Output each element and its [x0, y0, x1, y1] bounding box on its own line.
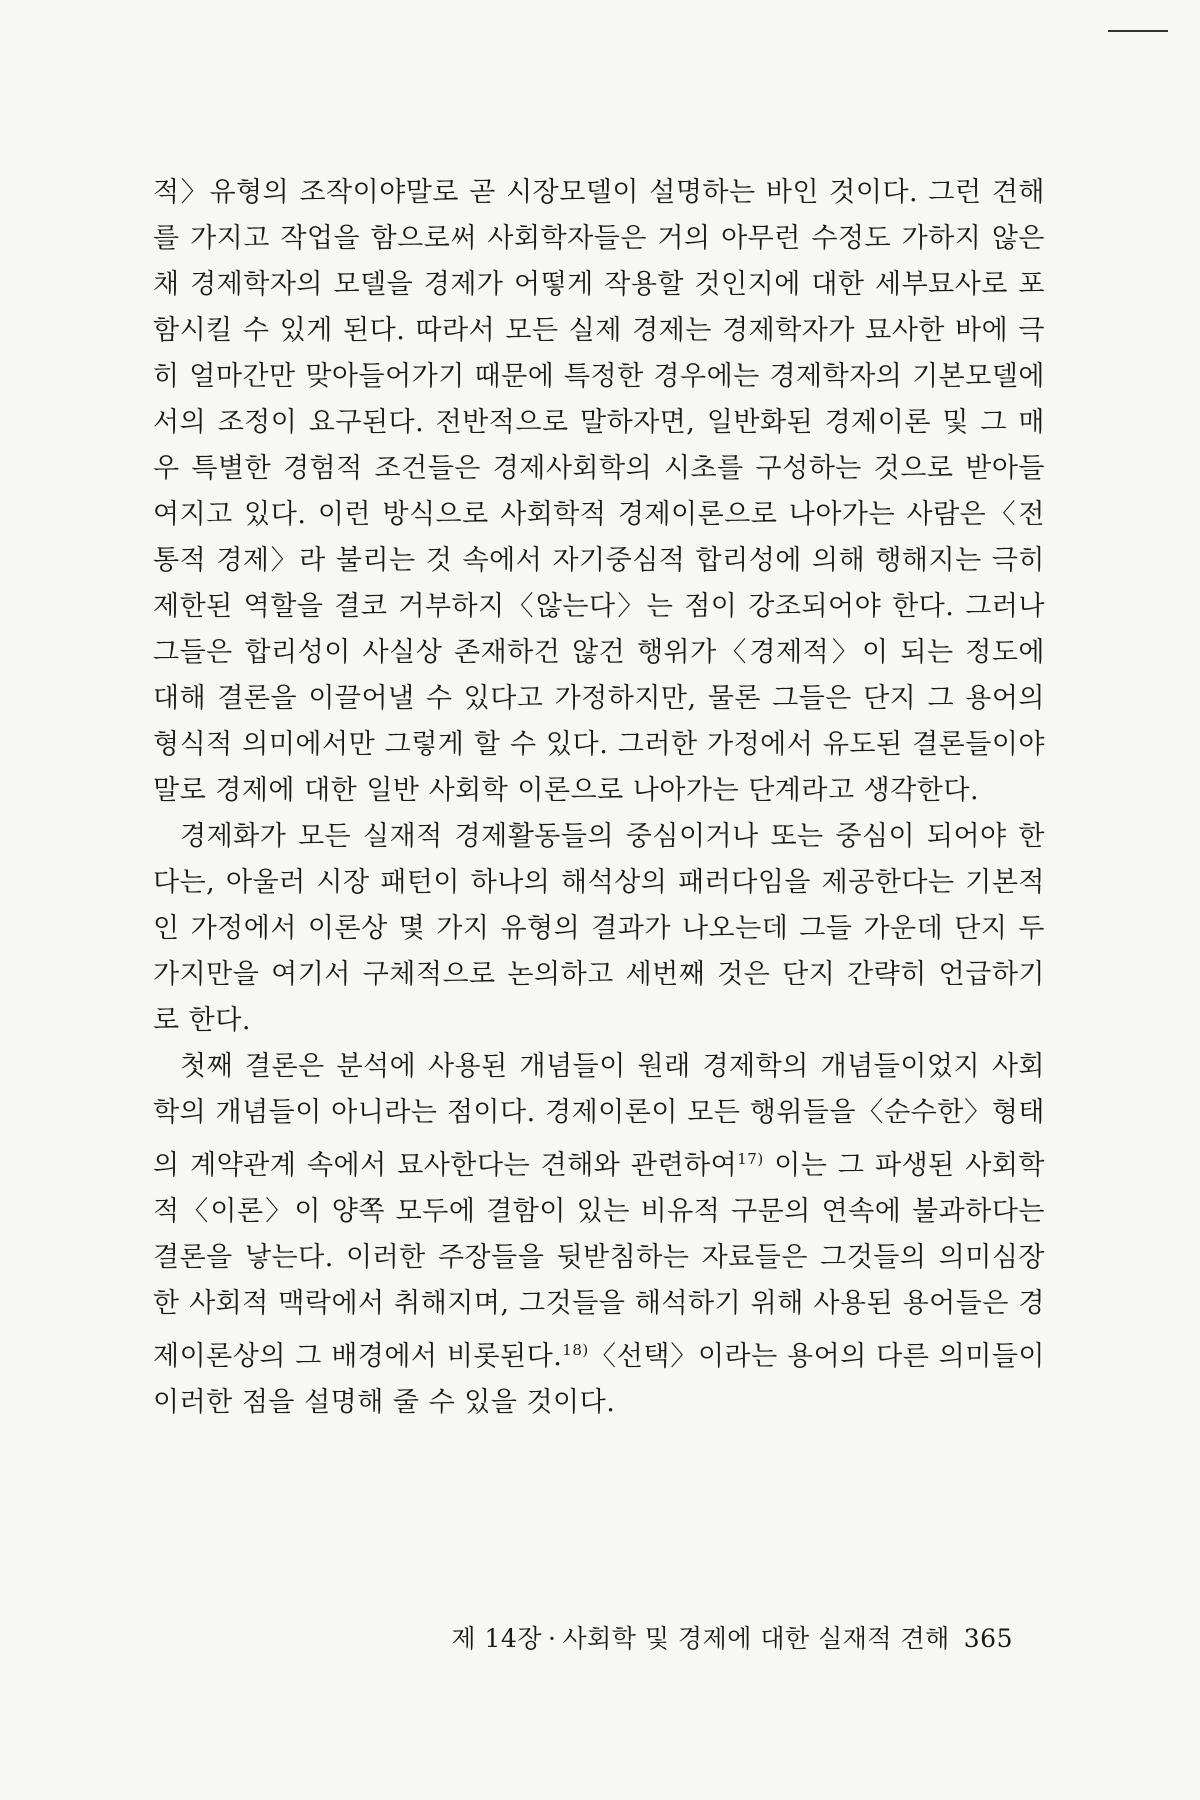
top-edge-rule: [1108, 30, 1168, 32]
footnote-ref-18[interactable]: 18): [562, 1341, 589, 1359]
paragraph-3: [153, 1044, 1045, 1426]
paragraph-2: 경제화가 모든 실재적 경제활동들의 중심이거나 또는 중심이 되어야 한다는, 아울러 시장 패턴이 하나의 해석상의 패러다임을 제공한다는 기본적인 가정에서 이론상 몇 가지 유형의 결과가 나오는데 그들 가운데 단지 두 가지만을 여기서 구체적으로 논의하고 세번째 것은 단지 간략히 언급하기로 한다.: [153, 821, 1045, 1036]
page-number: 365: [963, 1624, 1013, 1653]
chapter-label: 제 14장: [451, 1624, 542, 1653]
paragraph-3-text-a: 첫째 결론은 분석에 사용된 개념들이 원래 경제학의 개념들이었지 사회학의 개념들이 아니라는 점이다. 경제이론이 모든 행위들을〈순수한〉형태의 계약관계 속에서 묘사한다는 견해와 관련하여: [153, 1051, 1045, 1181]
paragraph-3-text-c: 〈선택〉이라는 용어의 다른 의미들이 이러한 점을 설명해 줄 수 있을 것이다.: [153, 1341, 1045, 1418]
page-body: [153, 170, 1045, 1426]
footnote-ref-17[interactable]: 17): [737, 1150, 764, 1168]
footer-separator: ·: [547, 1624, 557, 1653]
paragraph-3-text-b: 이는 그 파생된 사회학적〈이론〉이 양쪽 모두에 결함이 있는 비유적 구문의 연속에 불과하다는 결론을 낳는다. 이러한 주장들을 뒷받침하는 자료들은 그것들의 의미심장한 사회적 맥락에서 취해지며, 그것들을 해석하기 위해 사용된 용어들은 경제이론상의 그 배경에서 비롯된다.: [153, 1150, 1045, 1372]
page-footer: [153, 1622, 1013, 1656]
paragraph-1: 적〉유형의 조작이야말로 곧 시장모델이 설명하는 바인 것이다. 그런 견해를 가지고 작업을 함으로써 사회학자들은 거의 아무런 수정도 가하지 않은 채 경제학자의 모델을 경제가 어떻게 작용할 것인지에 대한 세부묘사로 포함시킬 수 있게 된다. 따라서 모든 실제 경제는 경제학자가 묘사한 바에 극히 얼마간만 맞아들어가기 때문에 특정한 경우에는 경제학자의 기본모델에서의 조정이 요구된다. 전반적으로 말하자면, 일반화된 경제이론 및 그 매우 특별한 경험적 조건들은 경제사회학의 시초를 구성하는 것으로 받아들여지고 있다. 이런 방식으로 사회학적 경제이론으로 나아가는 사람은〈전통적 경제〉라 불리는 것 속에서 자기중심적 합리성에 의해 행해지는 극히 제한된 역할을 결코 거부하지〈않는다〉는 점이 강조되어야 한다. 그러나 그들은 합리성이 사실상 존재하건 않건 행위가〈경제적〉이 되는 정도에 대해 결론을 이끌어낼 수 있다고 가정하지만, 물론 그들은 단지 그 용어의 형식적 의미에서만 그렇게 할 수 있다. 그러한 가정에서 유도된 결론들이야말로 경제에 대한 일반 사회학 이론으로 나아가는 단계라고 생각한다.: [153, 177, 1045, 806]
chapter-title: 사회학 및 경제에 대한 실재적 견해: [562, 1624, 950, 1653]
